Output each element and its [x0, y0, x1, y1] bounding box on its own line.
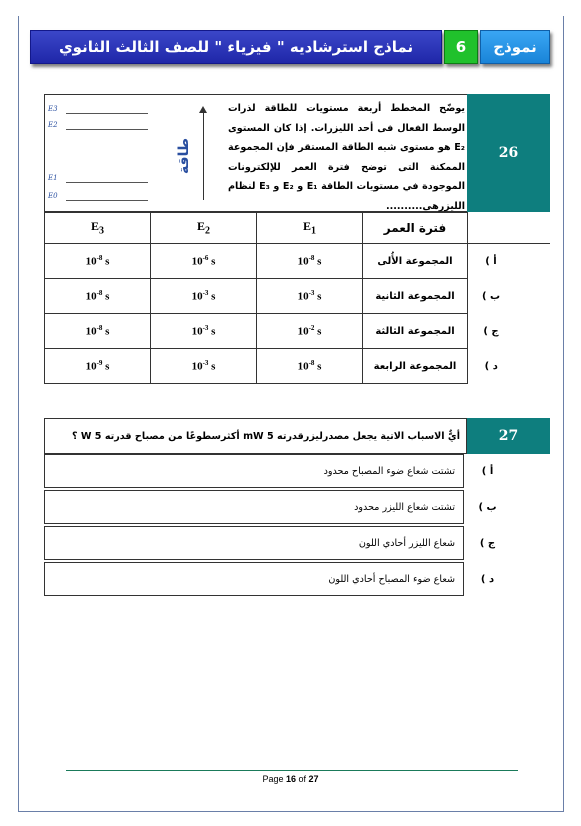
table-header-row [45, 213, 551, 244]
answer-option[interactable] [44, 526, 496, 562]
cell-e2: $10^{-3}$ s [151, 349, 257, 384]
header-e3: $E_3$ [45, 213, 151, 244]
option-letter: ج ) [479, 537, 496, 549]
cell-group-name: المجموعة الرابعة [363, 349, 468, 384]
cell-e3: $10^{-8}$ s [45, 314, 151, 349]
level-label-e0: E0 [48, 192, 58, 200]
table-row [45, 244, 551, 279]
question-26-text: يوضّح المخطط أربعة مستويات للطاقة لذرات الوسط الفعال فى أحد الليزرات. إذا كان المستوى E₂ هو مستوى شبه الطاقة المستقر فإن المجموعة الممكنة التى توضح فترة العمر للإلكترونات الموجودة في مستويات الطاقة E₁ و E₂ و E₃ لنظام الليزرهى.......... [228, 103, 465, 212]
option-text: تشتت شعاع الليزر محدود [44, 490, 464, 524]
option-letter[interactable]: ج ) [483, 325, 499, 337]
header-lifetime: فترة العمر [363, 213, 468, 244]
level-line-e0 [66, 200, 148, 201]
cell-e1: $10^{-8}$ s [257, 244, 363, 279]
level-label-e1: E1 [48, 174, 58, 182]
level-line-e2 [66, 129, 148, 130]
energy-level-diagram [44, 98, 224, 208]
header-e1: $E_1$ [257, 213, 363, 244]
table-row [45, 314, 551, 349]
cell-e2: $10^{-3}$ s [151, 279, 257, 314]
table-row [45, 279, 551, 314]
question-27-number: 27 [467, 418, 550, 454]
cell-group-name: المجموعة الثانية [363, 279, 468, 314]
option-letter[interactable]: د ) [484, 360, 498, 372]
page-footer [0, 774, 581, 784]
question-26-number: 26 [467, 94, 550, 212]
footer-of: of [298, 774, 307, 784]
option-letter: د ) [480, 573, 495, 585]
option-letter: أ ) [481, 465, 494, 477]
energy-axis [203, 112, 204, 200]
header-title: نماذج استرشاديه " فيزياء " للصف الثالث الثانوي [30, 30, 442, 64]
option-text: شعاع الليزر أحادي اللون [44, 526, 464, 560]
cell-group-name: المجموعة الثالثة [363, 314, 468, 349]
cell-e3: $10^{-8}$ s [45, 279, 151, 314]
cell-e3: $10^{-9}$ s [45, 349, 151, 384]
header-e2: $E_2$ [151, 213, 257, 244]
footer-current-page: 16 [285, 774, 296, 784]
cell-e1: $10^{-2}$ s [257, 314, 363, 349]
cell-e1: $10^{-8}$ s [257, 349, 363, 384]
cell-e2: $10^{-6}$ s [151, 244, 257, 279]
option-letter[interactable]: ب ) [481, 290, 501, 302]
option-letter[interactable]: أ ) [485, 255, 497, 267]
level-line-e3 [66, 113, 148, 114]
answer-option[interactable] [44, 454, 494, 490]
model-number-badge: 6 [444, 30, 478, 64]
option-text: تشتت شعاع ضوء المصباح محدود [44, 454, 464, 488]
option-text: شعاع ضوء المصباح أحادي اللون [44, 562, 464, 596]
table-row [45, 349, 551, 384]
model-label-badge: نموذج [480, 30, 550, 64]
cell-e1: $10^{-3}$ s [257, 279, 363, 314]
footer-prefix: Page [262, 774, 284, 784]
level-label-e3: E3 [48, 105, 58, 113]
cell-group-name: المجموعة الأُلى [363, 244, 468, 279]
question-27-text: أيٌّ الاسباب الاتية يجعل مصدرليزرقدرته 5 mW أكثرسطوعًا من مصباح قدرته 5 W ؟ [44, 418, 467, 454]
cell-e2: $10^{-3}$ s [151, 314, 257, 349]
answer-option[interactable] [44, 490, 497, 526]
level-label-e2: E2 [48, 121, 58, 129]
answer-option[interactable] [44, 562, 495, 598]
lifetime-table [44, 212, 551, 384]
footer-line [66, 770, 518, 771]
cell-e3: $10^{-8}$ s [45, 244, 151, 279]
level-line-e1 [66, 182, 148, 183]
option-letter: ب ) [478, 501, 497, 513]
energy-axis-label: طاقة [176, 137, 193, 175]
footer-total-pages: 27 [308, 774, 319, 784]
